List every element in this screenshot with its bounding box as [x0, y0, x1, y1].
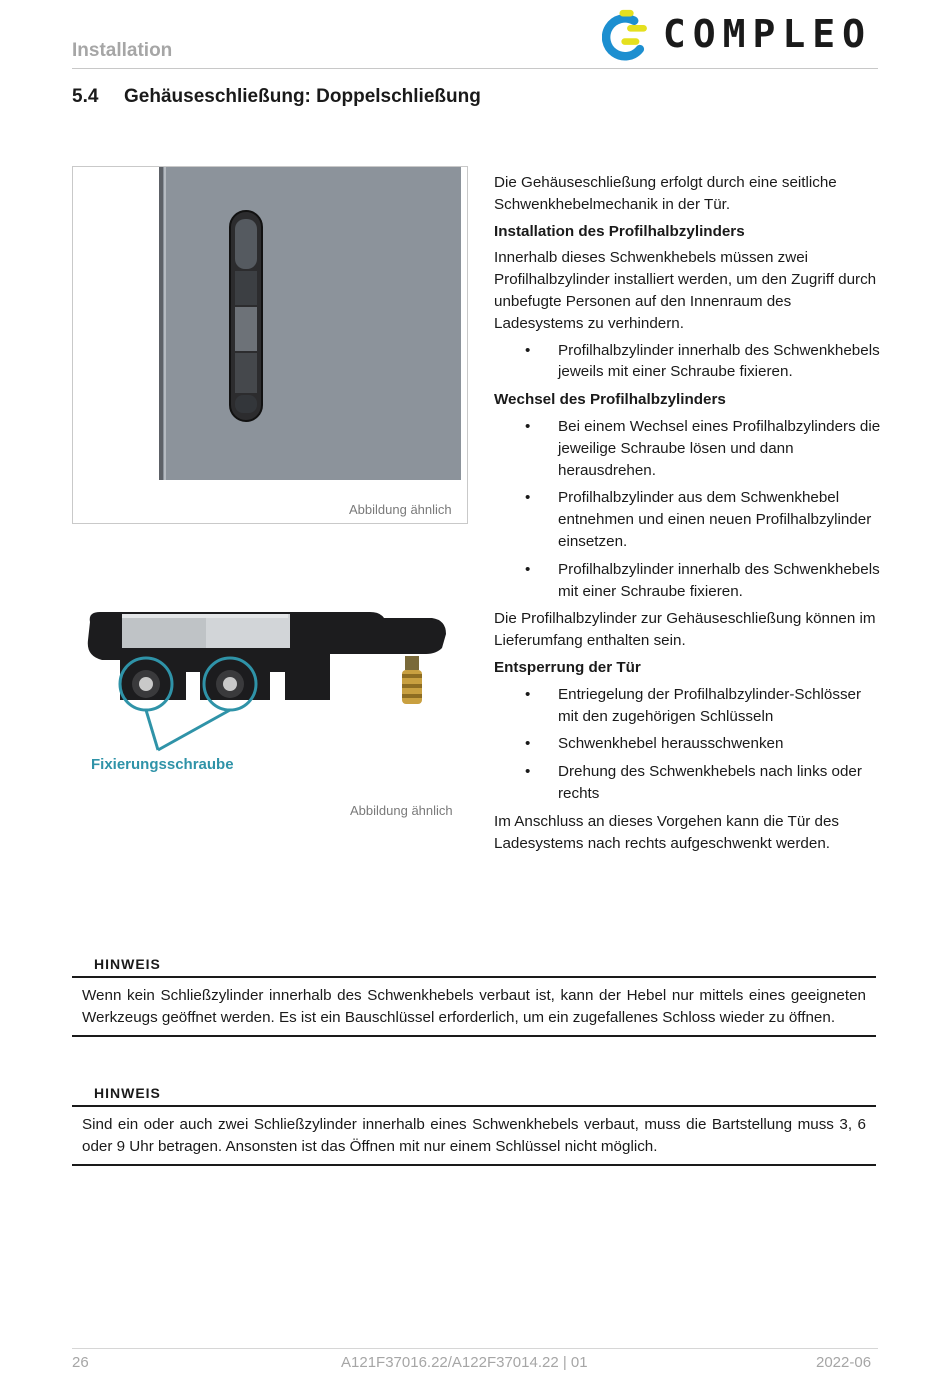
bullet-icon: •	[525, 763, 531, 781]
section-heading	[72, 86, 481, 108]
installation-list	[494, 340, 884, 384]
list-item: • Profilhalbzylinder aus dem Schwenkhebel entnehmen und einen neuen Profilhalbzylinder einsetzen.	[525, 489, 872, 550]
header-rule	[72, 68, 878, 69]
document-id: A121F37016.22/A122F37014.22 | 01	[341, 1354, 588, 1371]
bullet-icon: •	[525, 489, 531, 507]
note-body: Sind ein oder auch zwei Schließzylinder innerhalb eines Schwenkhebels verbaut, muss die Bartstellung muss 3, 6 oder 9 Uhr betragen. Ansonsten ist das Öffnen mit nur einem Schlüssel nicht möglich.	[82, 1116, 866, 1155]
unlock-list	[494, 684, 884, 805]
subheading-change: Wechsel des Profilhalbzylinders	[494, 391, 726, 409]
footer-rule	[72, 1348, 878, 1349]
bullet-icon: •	[525, 685, 531, 703]
closing-paragraph: Im Anschluss an dieses Vorgehen kann die Tür des Ladesystems nach rechts aufgeschwenkt werden.	[494, 812, 840, 852]
list-item: • Entriegelung der Profilhalbzylinder-Schlösser mit den zugehörigen Schlüsseln	[525, 685, 862, 725]
logo-text: COMPLEO	[662, 12, 872, 56]
installation-paragraph: Innerhalb dieses Schwenkhebels müssen zwei Profilhalbzylinder installiert werden, um den Zugriff durch unbefugte Personen auf den Innenraum des Ladesystems zu verhindern.	[494, 249, 877, 332]
subheading-unlock: Entsperrung der Tür	[494, 658, 641, 676]
note-box-2	[72, 1085, 876, 1166]
bullet-icon: •	[525, 560, 531, 578]
list-item: • Schwenkhebel herausschwenken	[494, 733, 884, 755]
list-item: • Bei einem Wechsel eines Profilhalbzylinders die jeweilige Schraube lösen und dann herausdrehen.	[525, 417, 881, 479]
section-title: Gehäuseschließung: Doppelschließung	[124, 86, 481, 107]
bullet-icon: •	[525, 735, 531, 753]
figure-door-lever	[72, 166, 468, 524]
note-title: HINWEIS	[94, 1085, 161, 1101]
bullet-icon: •	[525, 341, 531, 359]
instruction-text	[494, 172, 884, 859]
list-item: • Profilhalbzylinder innerhalb des Schwenkhebels mit einer Schraube fixieren.	[525, 560, 880, 600]
note-box-1	[72, 956, 876, 1037]
section-number: 5.4	[72, 86, 99, 107]
list-item: • Drehung des Schwenkhebels nach links oder rechts	[525, 763, 862, 802]
intro-paragraph: Die Gehäuseschließung erfolgt durch eine seitliche Schwenkhebelmechanik in der Tür.	[494, 174, 837, 213]
scope-paragraph: Die Profilhalbzylinder zur Gehäuseschließung können im Lieferumfang enthalten sein.	[494, 610, 876, 650]
document-date: 2022-06	[816, 1354, 872, 1371]
door-lever-illustration	[73, 167, 467, 523]
note-title: HINWEIS	[94, 956, 161, 972]
note-bottom-rule	[72, 1164, 876, 1166]
note-body: Wenn kein Schließzylinder innerhalb des Schwenkhebels verbaut ist, kann der Hebel nur mittels eines geeigneten Werkzeugs geöffnet werden. Es ist ein Bauschlüssel erforderlich, um ein zugefallenes Schloss wieder zu öffnen.	[82, 987, 866, 1026]
page-number: 26	[72, 1354, 89, 1371]
note-bottom-rule	[72, 1035, 876, 1037]
fixing-screw-label: Fixierungsschraube	[91, 756, 234, 773]
figure1-caption: Abbildung ähnlich	[349, 502, 452, 517]
list-item: • Profilhalbzylinder innerhalb des Schwenkhebels jeweils mit einer Schraube fixieren.	[525, 341, 880, 381]
section-label: Installation	[72, 40, 173, 61]
bullet-icon: •	[525, 417, 531, 435]
figure2-caption: Abbildung ähnlich	[350, 803, 453, 818]
subheading-installation: Installation des Profilhalbzylinders	[494, 222, 745, 240]
change-list	[494, 416, 884, 602]
compleo-logo	[602, 6, 872, 62]
logo-mark-icon	[602, 6, 657, 62]
